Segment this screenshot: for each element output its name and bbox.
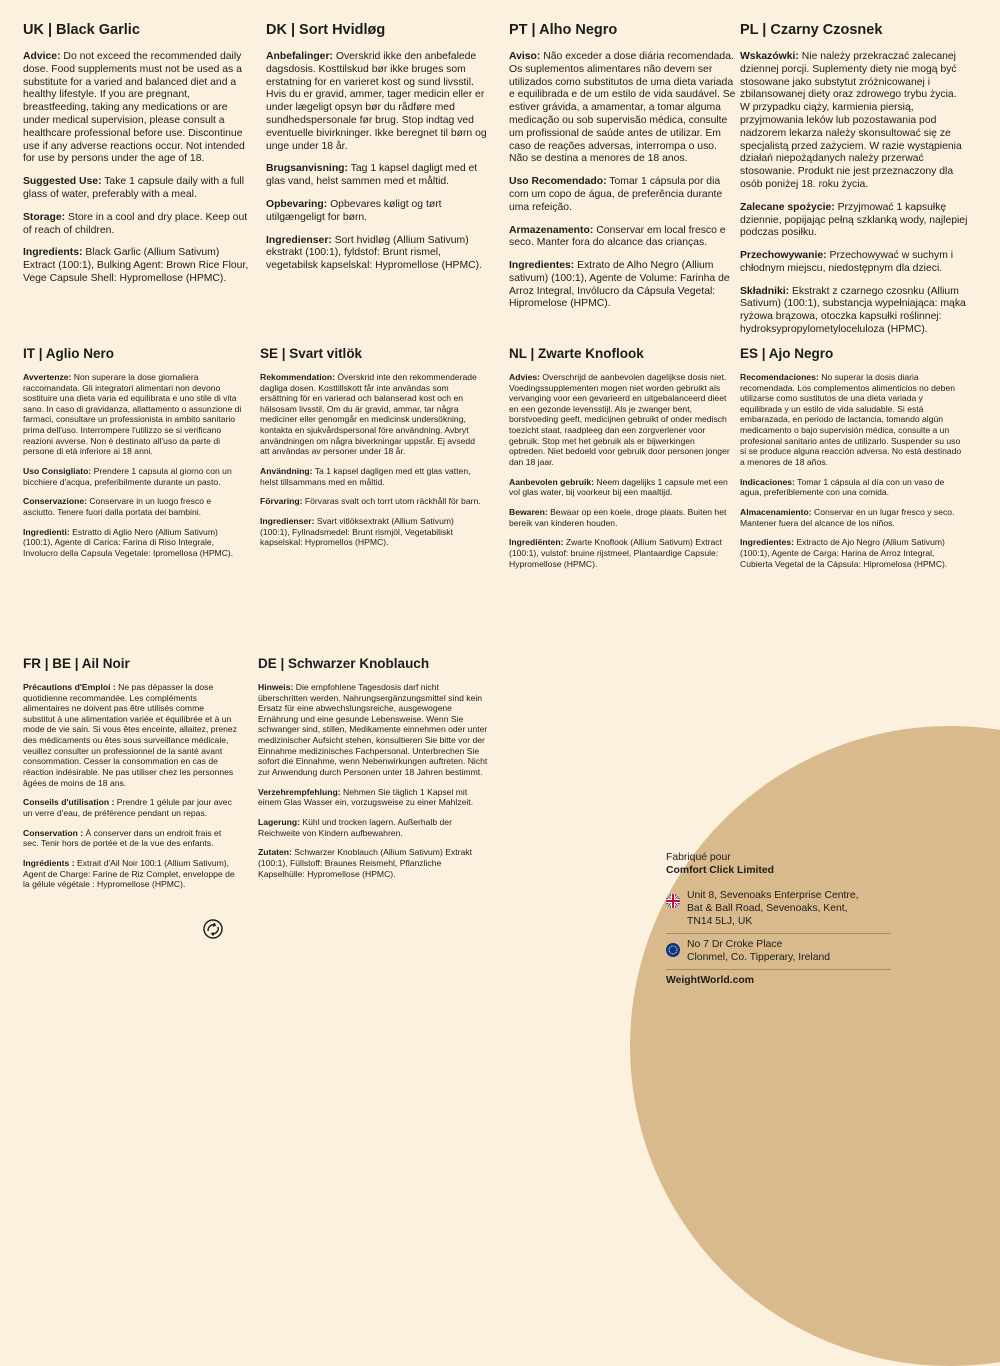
panel-section [23,51,251,166]
section-label: Przechowywanie: [740,250,827,262]
section-label: Uso Recomendado: [509,176,607,188]
manufactured-for-label: Fabriqué pour [666,852,731,863]
section-text: Svart vitlöksextrakt (Allium Sativum) (100:1), Fyllnadsmedel: Brunt rismjöl, Vegetabiliskt kapselskal: Hypromellos (HPMC). [260,516,454,548]
section-label: Avvertenze: [23,371,72,382]
section-label: Précautions d'Emploi : [23,681,116,692]
section-text: Tomar 1 cápsula al día con un vaso de agua, preferiblemente con una comida. [740,476,945,498]
section-label: Verzehrempfehlung: [258,786,341,797]
panel-section [23,527,245,559]
section-label: Storage: [23,211,66,223]
panel-fr [23,657,238,899]
panel-section [509,260,737,311]
panel-title: SE | Svart vitlök [260,346,363,361]
panel-section [509,225,737,251]
section-text: À conserver dans un endroit frais et sec. Tenir hors de portée et de la vue des enfants. [23,827,222,849]
section-label: Ingredienser: [260,516,315,527]
panel-section [23,176,251,202]
section-label: Brugsanvisning: [266,163,348,175]
section-label: Uso Consigliato: [23,466,92,477]
section-text: Schwarzer Knoblauch (Allium Sativum) Extrakt (100:1), Füllstoff: Braunes Reismehl, Pflanzliche Kapselhülle: Hypromellose (HPMC). [258,847,472,879]
section-text: Conservare in un luogo fresco e asciutto. Tenere fuori dalla portata dei bambini. [23,496,212,518]
address-uk [666,885,891,933]
panel-es [740,347,962,578]
panel-title: UK | Black Garlic [23,22,140,38]
section-text: Store in a cool and dry place. Keep out of reach of children. [23,211,248,236]
section-text: Non superare la dose giornaliera raccomandata. Gli integratori alimentari non devono sostituire una dieta varia ed equilibrata e uno stile di vita sano. In caso di gravidanza, allattamento o assunzione di farmaci, consultare un professionista in ambito sanitario prima dell'uso. Interrompere l'utilizzo se si verificano reazioni avverse. Non è destinato all'uso da parte di persone di età inferiore ai 18 anni. [23,371,242,457]
manufacturer-block [666,851,891,987]
section-label: Ingredientes: [740,537,794,548]
section-text: Neem dagelijks 1 capsule met een vol glas water, bij voorkeur bij een maaltijd. [509,476,728,498]
section-label: Ingredients: [23,247,83,259]
website-link[interactable]: WeightWorld.com [666,969,891,987]
panel-section [266,235,494,273]
panel-section [266,163,494,189]
address-line: No 7 Dr Croke Place [687,939,783,950]
panel-section [266,51,494,153]
section-label: Ingredienti: [23,526,70,537]
panel-section [258,817,490,838]
panel-section [260,516,482,548]
eu-flag-icon [666,943,680,957]
panel-title: FR | BE | Ail Noir [23,656,130,671]
section-text: Zwarte Knoflook (Allium Sativum) Extract (100:1), vulstof: bruine rijstmeel, Plantaardige Capsule: Hypromellose (HPMC). [509,537,722,569]
section-text: Extracto de Ajo Negro (Allium Sativum) (100:1), Agente de Carga: Harina de Arroz Integral, Cubierta Vegetal de la Cápsula: Hipromelosa (HPMC). [740,537,948,569]
panel-section [740,537,962,569]
panel-section [23,247,251,285]
panel-title: ES | Ajo Negro [740,346,834,361]
section-text: Tomar 1 cápsula por dia com um copo de água, de preferência durante uma refeição. [509,176,723,213]
section-label: Zutaten: [258,847,292,858]
section-label: Conservation : [23,827,84,838]
section-label: Ingredientes: [509,260,575,272]
section-label: Advice: [23,50,61,62]
panel-section [258,682,490,778]
section-label: Anbefalinger: [266,50,333,62]
section-label: Suggested Use: [23,176,102,188]
panel-section [260,372,482,457]
panel-section [740,477,962,498]
address-line: Bat & Ball Road, Sevenoaks, Kent, [687,903,848,914]
section-text: Bewaar op een koele, droge plaats. Buiten het bereik van kinderen houden. [509,507,727,528]
panel-section [740,51,968,192]
panel-section [740,286,968,337]
recycling-logo-icon [202,918,224,940]
panel-title: NL | Zwarte Knoflook [509,346,644,361]
section-label: Bewaren: [509,507,548,518]
section-text: Tag 1 kapsel dagligt med et glas vand, helst sammen med et måltid. [266,163,478,188]
section-text: Take 1 capsule daily with a full glass of water, preferably with a meal. [23,176,245,200]
section-label: Hinweis: [258,681,294,692]
section-text: Prendere 1 capsula al giorno con un bicchiere d'acqua, preferibilmente durante un pasto. [23,466,232,487]
panel-section [23,466,245,487]
panel-section [258,787,490,808]
panel-section [23,212,251,238]
company-name: Comfort Click Limited [666,865,774,876]
panel-section [23,496,245,517]
section-text: Overschrijd de aanbevolen dagelijkse dosis niet. Voedingssupplementen mogen niet worden gebruikt als vervanging voor een gevarieerd en uitgebalanceerd dieet en een gezonde levensstijl. Als je zwanger bent, borstvoeding geeft, medicijnen gebruikt of onder medisch toezicht staat, raadpleeg dan een zorgverlener voor gebruik. Stop met het gebruik als er bijwerkingen optreden. Niet bedoeld voor gebruik door personen jonger dan 18 jaar. [509,371,730,468]
address-eu [666,933,891,969]
section-text: Die empfohlene Tagesdosis darf nicht überschritten werden. Nahrungsergänzungsmittel sind kein Ersatz für eine abwechslungsreiche, ausgewogene Ernährung und eine gesunde Lebensweise. Wenn Sie schwanger sind, stillen, Medikamente einnehmen oder unter medizinischer Aufsicht stehen, konsultieren Sie bitte vor der Einnahme medizinisches Fachpersonal. Unterbrechen Sie sofort die Einnahme, wenn Nebenwirkungen auftreten. Nicht zur Anwendung durch Personen unter 18 Jahren bestimmt. [258,681,488,778]
section-text: Conservar em local fresco e seco. Manter fora do alcance das crianças. [509,224,726,249]
section-text: Förvaras svalt och torrt utom räckhåll för barn. [302,496,481,507]
section-label: Wskazówki: [740,50,799,62]
panel-nl [509,347,731,578]
section-label: Ingrediënten: [509,537,564,548]
section-text: Ekstrakt z czarnego czosnku (Allium Sativum) (100:1), substancja wypełniająca: mąka ryżowa brązowa, otoczka kapsułki roślinnej: hydroksypropylometyloceluloza (HPMC). [740,285,966,336]
panel-section [23,797,238,818]
section-text: Przyjmować 1 kapsułkę dziennie, popijając pełną szklanką wody, najlepiej podczas posiłku. [740,201,968,239]
section-label: Lagerung: [258,817,301,828]
section-text: No superar la dosis diaria recomendada. Los complementos alimenticios no deben utilizarse como sustitutos de una dieta variada y equilibrada y un estilo de vida saludable. Si está embarazada, en periodo de lactancia, tomando algún medicamento o bajo supervisión médica, consulte a un profesional sanitario antes de utilizarlo. Suspender su uso si se produce alguna reacción adversa. No está destinado a menores de 18 años. [740,371,962,468]
section-label: Advies: [509,371,541,382]
section-label: Składniki: [740,285,790,297]
section-label: Conseils d'utilisation : [23,797,115,808]
section-label: Indicaciones: [740,476,795,487]
panel-section [23,682,238,789]
section-label: Aanbevolen gebruik: [509,476,594,487]
section-text: Przechowywać w suchym i chłodnym miejscu, niedostępnym dla dzieci. [740,250,954,274]
panel-section [509,51,737,166]
section-text: Nie należy przekraczać zalecanej dziennej porcji. Suplementy diety nie mogą być stosowane jako substytut zróżnicowanej i zbilansowanej diety oraz zdrowego trybu życia. W przypadku ciąży, karmienia piersią, przyjmowania leków lub pozostawania pod nadzorem lekarza należy skonsultować się ze specjalistą przed zażyciem. W razie wystąpienia działań niepożądanych należy przerwać stosowanie. Produkt nie jest przeznaczony dla osób poniżej 18. roku życia. [740,50,962,190]
panel-section [509,372,731,468]
uk-flag-icon [666,894,680,908]
section-label: Zalecane spożycie: [740,201,835,213]
section-label: Almacenamiento: [740,507,812,518]
section-text: Não exceder a dose diária recomendada. Os suplementos alimentares não devem ser utilizados como substitutos de uma dieta variada e equilibrada e de um estilo de vida saudável. Se estiver grávida, a amamentar, a tomar alguma medicação ou sob supervisão médica, consulte um profissional de saúde antes de utilizar. Em caso de reações adversas, interrompa o uso. Não se destina a menores de 18 anos. [509,50,736,165]
panel-section [509,507,731,528]
section-label: Rekommendation: [260,371,335,382]
section-label: Recomendaciones: [740,371,819,382]
panel-section [509,477,731,498]
section-text: Nehmen Sie täglich 1 Kapsel mit einem Glas Wasser ein, vorzugsweise zu einer Mahlzeit. [258,786,474,808]
section-label: Användning: [260,466,313,477]
panel-section [509,537,731,569]
address-line: Unit 8, Sevenoaks Enterprise Centre, [687,890,859,901]
decorative-circle [630,726,1000,1366]
panel-section [23,372,245,457]
panel-section [740,507,962,528]
section-label: Aviso: [509,50,541,62]
panel-de [258,657,490,888]
section-text: Extrait d'Ail Noir 100:1 (Allium Sativum), Agent de Charge: Farine de Riz Complet, enveloppe de la gélule végétale : Hypromellose (HPMC). [23,858,235,890]
address-uk-lines [687,889,859,928]
section-label: Armazenamento: [509,224,594,236]
panel-section [740,372,962,468]
section-text: Opbevares køligt og tørt utilgængeligt for børn. [266,198,442,223]
section-text: Do not exceed the recommended daily dose. Food supplements must not be used as a substitute for a varied and balanced diet and a healthy lifestyle. If you are pregnant, breastfeeding, taking any medications or are under medical supervision, please consult a healthcare professional before use. Discontinue use if any adverse reactions occur. Not intended for use by persons under the age of 18. [23,50,245,165]
address-eu-lines [687,938,830,964]
panel-section [740,202,968,240]
panel-section [740,250,968,276]
section-text: Kühl und trocken lagern. Außerhalb der Reichweite von Kindern aufbewahren. [258,817,452,838]
panel-title: IT | Aglio Nero [23,346,115,361]
section-text: Ta 1 kapsel dagligen med ett glas vatten, helst tillsammans med en måltid. [260,466,471,487]
panel-title: DK | Sort Hvidløg [266,22,386,38]
panel-section [266,199,494,225]
panel-pt [509,23,737,321]
panel-section [23,858,238,890]
panel-pl [740,23,968,347]
panel-uk [23,23,251,296]
section-text: Black Garlic (Allium Sativum) Extract (100:1), Bulking Agent: Brown Rice Flour, Vege Capsule Shell: Hypromellose (HPMC). [23,247,249,284]
section-text: Conservar en un lugar fresco y seco. Mantener fuera del alcance de los niños. [740,507,955,528]
section-text: Överskrid inte den rekommenderade dagliga dosen. Kosttillskott får inte användas som ersättning för en varierad och balanserad kost och en hälsosam livsstil. Om du är gravid, ammar, tar några mediciner eller genomgår en medicinsk undersökning, kontakta en sjukvårdspersonal före användning. Avbryt användningen om några biverkningar uppstår. Ej avsedd att användas av personer under 18 år. [260,371,477,457]
panel-it [23,347,245,568]
panel-section [23,828,238,849]
panel-section [260,496,482,507]
section-text: Extrato de Alho Negro (Allium sativum) (100:1), Agente de Volume: Farinha de Arroz Integral, Invólucro da Cápsula Vegetal: Hipromelose (HPMC). [509,260,730,310]
panel-title: PL | Czarny Czosnek [740,22,883,38]
panel-dk [266,23,494,283]
section-label: Opbevaring: [266,198,328,210]
address-line: TN14 5LJ, UK [687,916,753,927]
panel-section [260,466,482,487]
section-label: Ingrédients : [23,858,75,869]
address-line: Clonmel, Co. Tipperary, Ireland [687,952,831,963]
section-label: Förvaring: [260,496,303,507]
panel-section [258,847,490,879]
section-text: Prendre 1 gélule par jour avec un verre d'eau, de préférence pendant un repas. [23,797,232,819]
section-text: Estratto di Aglio Nero (Allium Sativum) (100:1), Agente di Carica: Farina di Riso Integrale, Involucro della Capsula Vegetale: Ipromellosa (HPMC). [23,526,234,559]
panel-section [509,176,737,214]
section-label: Ingredienser: [266,234,332,246]
section-text: Sort hvidløg (Allium Sativum) ekstrakt (100:1), fyldstof: Brunt rismel, vegetabilsk kapselskal: Hypromellose (HPMC). [266,234,482,272]
panel-title: PT | Alho Negro [509,22,618,38]
section-text: Overskrid ikke den anbefalede dagsdosis. Kosttilskud bør ikke bruges som erstatning for en varieret kost og sund livsstil. Hvis du er gravid, ammer, tager medicin eller er under lægeligt opsyn bør du rådføre med sundhedspersonale før brug. Stop indtag ved eventuelle bivirkninger. Ikke beregnet til børn og unge under 18 år. [266,50,487,152]
section-label: Conservazione: [23,496,87,507]
section-text: Ne pas dépasser la dose quotidienne recommandée. Les compléments alimentaires ne doivent pas être utilisés comme substitut à une alimentation variée et équilibrée et à un mode de vie sain. Si vous êtes enceinte, allaitez, prenez des médicaments ou êtes sous surveillance médicale, veuillez consulter un professionnel de la santé avant consommation. Cesser la consommation en cas de réaction indésirable. Ne pas utiliser chez les personnes âgées de moins de 18 ans. [23,681,238,788]
panel-title: DE | Schwarzer Knoblauch [258,656,430,671]
panel-se [260,347,482,557]
